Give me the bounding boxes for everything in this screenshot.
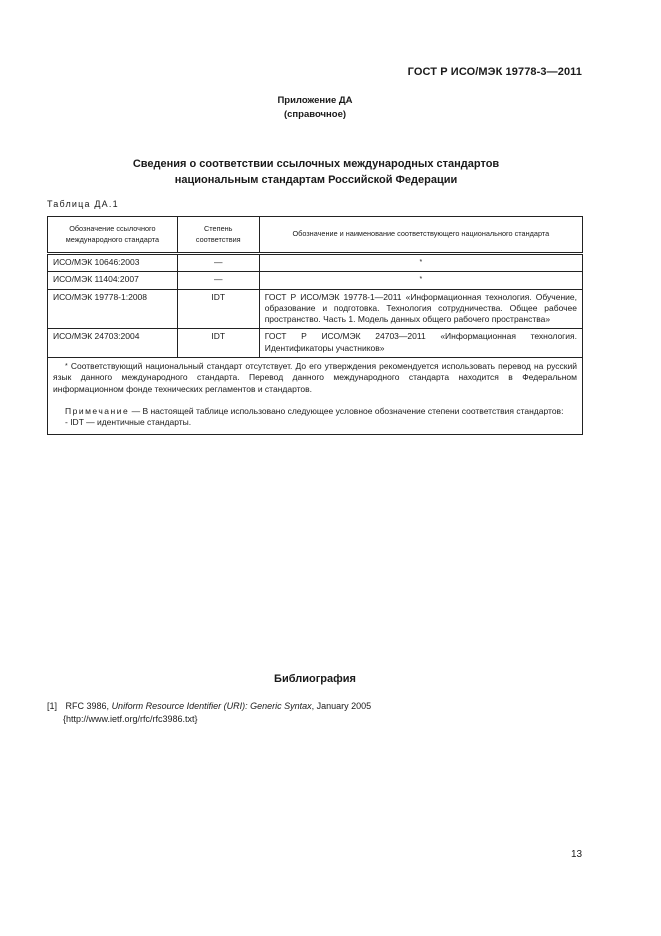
correspondence-table [47, 216, 583, 435]
table-row [48, 254, 583, 272]
note-item: - IDT — идентичные стандарты. [65, 417, 192, 428]
cell-degree: — [177, 272, 259, 289]
cell-national: ГОСТ Р ИСО/МЭК 19778-1—2011 «Информационная технология. Обучение, образование и подготовка. Технология сотрудничества. Общее рабочее пространство. Часть 1. Модель данных общего рабочего пространства» [259, 289, 582, 329]
bibliography-entry-source: RFC 3986, [65, 701, 110, 711]
section-title-line2: национальным стандартам Российской Федерации [174, 174, 458, 186]
table-header-row [48, 217, 583, 254]
header-national-standard: Обозначение и наименование соответствующего национального стандарта [259, 217, 582, 254]
bibliography-entry-title: Uniform Resource Identifier (URI): Generic Syntax [111, 701, 312, 711]
appendix-heading [0, 94, 630, 122]
section-title [0, 156, 632, 188]
footnote-cell [48, 358, 583, 434]
footnote-text: Соответствующий национальный стандарт отсутствует. До его утверждения рекомендуется использовать перевод на русский язык данного международного стандарта. Перевод данного международного стандарта находится в Федеральном информационном фонде технических регламентов и стандартов. [53, 361, 577, 394]
cell-intl: ИСО/МЭК 19778-1:2008 [48, 289, 178, 329]
cell-degree: — [177, 254, 259, 272]
table-note [53, 406, 577, 417]
document-code: ГОСТ Р ИСО/МЭК 19778-3—2011 [407, 66, 582, 78]
table-row [48, 272, 583, 289]
cell-intl: ИСО/МЭК 11404:2007 [48, 272, 178, 289]
bibliography-title: Библиография [274, 673, 356, 685]
bibliography-entry [47, 700, 587, 726]
cell-national: * [259, 254, 582, 272]
footnote-mark: * [65, 363, 68, 371]
page-number: 13 [571, 849, 583, 860]
bibliography-entry-url: {http://www.ietf.org/rfc/rfc3986.txt} [63, 714, 198, 724]
note-label: Примечание [65, 405, 130, 416]
header-intl-standard: Обозначение ссылочного международного стандарта [48, 217, 178, 254]
cell-intl: ИСО/МЭК 24703:2004 [48, 329, 178, 358]
table-row [48, 329, 583, 358]
cell-intl: ИСО/МЭК 10646:2003 [48, 254, 178, 272]
header-degree: Степень соответствия [177, 217, 259, 254]
footnote [53, 361, 577, 395]
note-text: — В настоящей таблице использовано следующее условное обозначение степени соответствия стандартов: [131, 405, 564, 416]
bibliography-entry-date: , January 2005 [311, 701, 372, 711]
cell-national: * [259, 272, 582, 289]
table-footnote-row [48, 358, 583, 434]
bibliography-entry-number: [1] [47, 701, 58, 711]
cell-degree: IDT [177, 329, 259, 358]
cell-national: ГОСТ Р ИСО/МЭК 24703—2011 «Информационная технология. Идентификаторы участников» [259, 329, 582, 358]
appendix-title: Приложение ДА [277, 95, 353, 106]
cell-degree: IDT [177, 289, 259, 329]
section-title-line1: Сведения о соответствии ссылочных международных стандартов [132, 158, 500, 170]
appendix-subtitle: (справочное) [283, 109, 347, 120]
table-label: Таблица ДА.1 [47, 199, 119, 209]
table-row [48, 289, 583, 329]
